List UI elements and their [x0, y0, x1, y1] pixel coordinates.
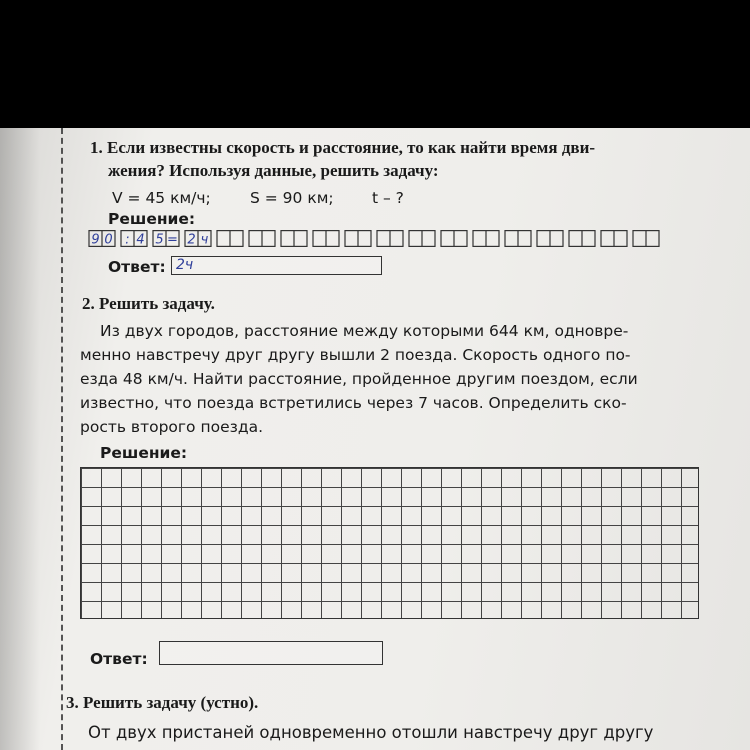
handwritten-digit: 0: [104, 232, 113, 247]
task1-title-line1: 1. Если известны скорость и расстояние, то как найти время дви-: [90, 138, 596, 157]
task2-body-line: известно, что поезда встретились через 7 часов. Определить ско-: [80, 394, 627, 412]
handwritten-digit: :: [125, 232, 130, 247]
task1-handwritten-answer: 2ч: [176, 257, 194, 273]
task1-answer-label: Ответ:: [108, 258, 166, 276]
task1-title-line2: жения? Используя данные, решить задачу:: [108, 161, 439, 180]
handwritten-digit: 9: [91, 232, 100, 247]
task1-given-distance: S = 90 км;: [250, 189, 334, 207]
handwritten-digit: 4: [136, 232, 145, 247]
task2-body-line: рость второго поезда.: [80, 418, 263, 436]
page-shadow: [0, 128, 40, 750]
handwritten-digit: ч: [200, 232, 209, 247]
handwritten-digit: 5: [155, 232, 164, 247]
task1-cell-strip[interactable]: [88, 230, 668, 247]
task2-body-line: Из двух городов, расстояние между которыми 644 км, одновре-: [100, 322, 629, 340]
task2-answer-label: Ответ:: [90, 650, 148, 668]
task2-body-line: езда 48 км/ч. Найти расстояние, пройденное другим поездом, если: [80, 370, 638, 388]
workbook-page: [0, 128, 750, 750]
task1-solution-label: Решение:: [108, 210, 196, 228]
margin-line: [61, 128, 63, 750]
task2-answer-box[interactable]: [159, 641, 383, 665]
task3-title: 3. Решить задачу (устно).: [66, 693, 259, 712]
handwritten-digit: 2: [187, 232, 196, 247]
task2-title: 2. Решить задачу.: [82, 294, 215, 313]
task1-given-speed: V = 45 км/ч;: [112, 189, 211, 207]
handwritten-digit: =: [167, 232, 178, 247]
task3-body-line: От двух пристаней одновременно отошли навстречу друг другу: [88, 723, 654, 742]
task2-body-line: менно навстречу друг другу вышли 2 поезда. Скорость одного по-: [80, 346, 631, 364]
task2-solution-label: Решение:: [100, 444, 188, 462]
task1-given-time: t – ?: [372, 189, 404, 207]
task1-answer-box[interactable]: [171, 256, 382, 275]
task2-solution-grid[interactable]: [80, 467, 699, 619]
